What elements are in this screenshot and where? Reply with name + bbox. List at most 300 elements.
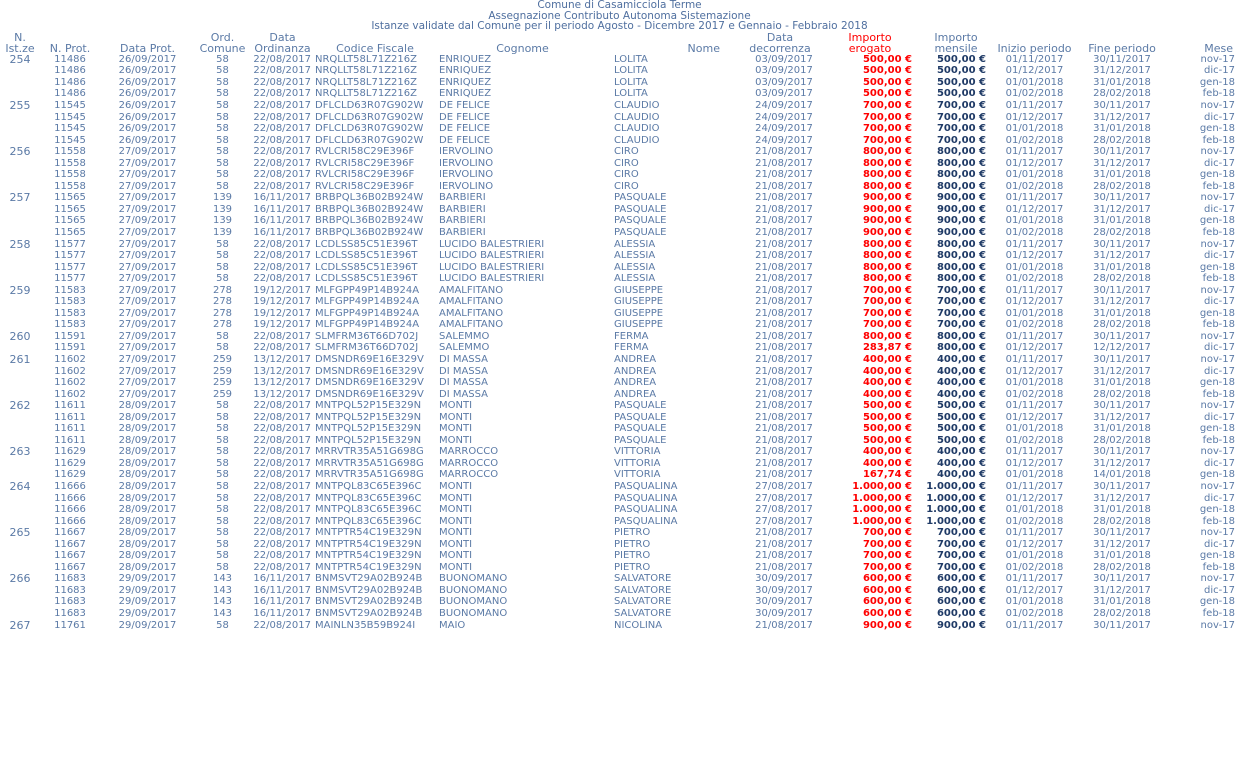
start-date: 30/09/2017 [755, 608, 813, 620]
istanza-number [0, 550, 40, 562]
protocol-date: 29/09/2017 [118, 596, 177, 608]
first-name: PASQUALINA [614, 515, 678, 527]
tax-code: MRRVTR35A51G698G [315, 446, 424, 458]
amount-paid: 900,00 € [862, 215, 912, 227]
amount-paid: 600,00 € [862, 584, 912, 596]
period-end: 30/11/2017 [1093, 400, 1151, 412]
month: dic-17 [1204, 203, 1235, 215]
istanza-number [0, 377, 40, 389]
start-date: 27/08/2017 [755, 504, 813, 516]
tax-code: DMSNDR69E16E329V [315, 377, 424, 389]
protocol-number: 11577 [54, 261, 86, 273]
tax-code: LCDLSS85C51E396T [315, 250, 418, 262]
table-row [0, 100, 1239, 112]
ordinance-date: 22/08/2017 [253, 411, 311, 423]
start-date: 21/08/2017 [755, 469, 813, 481]
amount-paid: 600,00 € [862, 573, 912, 585]
surname: BARBIERI [439, 192, 486, 204]
month: dic-17 [1204, 250, 1235, 262]
protocol-date: 28/09/2017 [118, 411, 177, 423]
surname: IERVOLINO [439, 146, 494, 158]
surname: BARBIERI [439, 215, 486, 227]
period-start: 01/12/2017 [1005, 538, 1064, 550]
period-start: 01/02/2018 [1005, 134, 1064, 146]
protocol-date: 27/09/2017 [118, 261, 177, 273]
monthly-amount: 600,00 € [936, 573, 986, 585]
protocol-number: 11583 [54, 284, 86, 296]
first-name: LOLITA [614, 88, 648, 100]
istanza-number [0, 469, 40, 481]
istanza-number [0, 134, 40, 146]
monthly-amount: 400,00 € [936, 353, 986, 365]
amount-paid: 800,00 € [862, 261, 912, 273]
amount-paid: 400,00 € [862, 457, 912, 469]
table-row [0, 273, 1239, 285]
monthly-amount: 400,00 € [936, 388, 986, 400]
protocol-number: 11629 [54, 457, 86, 469]
istanza-number: 255 [9, 99, 31, 112]
amount-paid: 700,00 € [862, 307, 912, 319]
period-start: 01/11/2017 [1005, 192, 1064, 204]
report-period: Istanze validate dal Comune per il periodo Agosto - Dicembre 2017 e Gennaio - Febbraio 2018 [371, 20, 868, 32]
month: nov-17 [1200, 573, 1235, 585]
table-row [0, 204, 1239, 216]
monthly-amount: 1.000,00 € [926, 504, 986, 516]
surname: DE FELICE [439, 123, 491, 135]
surname: ENRIQUEZ [439, 65, 492, 77]
istanza-number [0, 77, 40, 89]
amount-paid: 900,00 € [862, 226, 912, 238]
surname: MONTI [439, 492, 473, 504]
start-date: 21/08/2017 [755, 353, 813, 365]
period-end: 31/12/2017 [1093, 365, 1151, 377]
period-start: 01/01/2018 [1005, 169, 1064, 181]
ordinance-number: 58 [216, 157, 229, 169]
table-row [0, 284, 1239, 296]
amount-paid: 400,00 € [862, 377, 912, 389]
ordinance-number: 139 [212, 226, 233, 238]
ordinance-number: 58 [216, 619, 229, 631]
first-name: FERMA [614, 330, 649, 342]
protocol-number: 11486 [54, 76, 86, 88]
monthly-amount: 400,00 € [936, 446, 986, 458]
start-date: 21/08/2017 [755, 457, 813, 469]
period-start: 01/11/2017 [1005, 446, 1064, 458]
surname: BARBIERI [439, 203, 486, 215]
ordinance-date: 22/08/2017 [253, 273, 311, 285]
protocol-number: 11558 [54, 157, 86, 169]
header-line-1: Importo [848, 30, 892, 44]
protocol-date: 27/09/2017 [118, 377, 177, 389]
tax-code: MNTPTR54C19E329N [315, 561, 422, 573]
start-date: 21/08/2017 [755, 215, 813, 227]
tax-code: DMSNDR69E16E329V [315, 388, 424, 400]
table-row [0, 469, 1239, 481]
monthly-amount: 900,00 € [936, 192, 986, 204]
ordinance-number: 259 [212, 388, 233, 400]
istanza-number [0, 123, 40, 135]
period-start: 01/01/2018 [1005, 469, 1064, 481]
col-fine-periodo-header [1077, 32, 1167, 54]
surname: AMALFITANO [439, 284, 504, 296]
protocol-number: 11611 [54, 411, 86, 423]
first-name: PASQUALINA [614, 481, 678, 492]
protocol-number: 11667 [54, 550, 86, 562]
month: gen-18 [1199, 169, 1235, 181]
amount-paid: 800,00 € [862, 238, 912, 250]
protocol-date: 27/09/2017 [118, 215, 177, 227]
period-end: 30/11/2017 [1093, 446, 1151, 458]
col-mese-header [1167, 32, 1239, 54]
protocol-date: 27/09/2017 [118, 319, 177, 331]
month: dic-17 [1204, 492, 1235, 504]
surname: MONTI [439, 561, 473, 573]
monthly-amount: 800,00 € [936, 330, 986, 342]
surname: ENRIQUEZ [439, 53, 492, 65]
start-date: 24/09/2017 [755, 111, 813, 123]
period-end: 28/02/2018 [1093, 388, 1151, 400]
protocol-date: 26/09/2017 [118, 123, 177, 135]
month: nov-17 [1200, 238, 1235, 250]
table-row [0, 77, 1239, 89]
protocol-number: 11611 [54, 423, 86, 435]
protocol-number: 11486 [54, 65, 86, 77]
monthly-amount: 500,00 € [936, 411, 986, 423]
period-start: 01/12/2017 [1005, 342, 1064, 354]
tax-code: BNMSVT29A02B924B [315, 608, 423, 620]
ordinance-number: 58 [216, 238, 229, 250]
istanza-number [0, 261, 40, 273]
amount-paid: 1.000,00 € [852, 515, 912, 527]
amount-paid: 400,00 € [862, 388, 912, 400]
istanza-number [0, 227, 40, 239]
tax-code: NRQLLT58L71Z216Z [315, 76, 417, 88]
period-start: 01/02/2018 [1005, 319, 1064, 331]
table-row [0, 134, 1239, 146]
protocol-number: 11545 [54, 99, 86, 111]
period-end: 28/02/2018 [1093, 134, 1151, 146]
ordinance-date: 22/08/2017 [253, 99, 311, 111]
header-line-1: Data [269, 30, 296, 44]
period-start: 01/02/2018 [1005, 515, 1064, 527]
header-line-1: Codice Fiscale [336, 41, 414, 55]
ordinance-date: 19/12/2017 [253, 307, 311, 319]
table-row [0, 192, 1239, 204]
month: feb-18 [1202, 434, 1235, 446]
amount-paid: 700,00 € [862, 319, 912, 331]
protocol-date: 27/09/2017 [118, 226, 177, 238]
protocol-date: 28/09/2017 [118, 527, 177, 539]
table-row [0, 354, 1239, 366]
amount-paid: 800,00 € [862, 180, 912, 192]
surname: DE FELICE [439, 111, 491, 123]
first-name: PASQUALE [614, 411, 667, 423]
surname: DI MASSA [439, 377, 489, 389]
surname: MARROCCO [439, 446, 499, 458]
ordinance-number: 58 [216, 123, 229, 135]
protocol-date: 29/09/2017 [118, 608, 177, 620]
start-date: 21/08/2017 [755, 319, 813, 331]
ordinance-date: 19/12/2017 [253, 319, 311, 331]
first-name: CLAUDIO [614, 123, 660, 135]
surname: DI MASSA [439, 388, 489, 400]
surname: MONTI [439, 504, 473, 516]
tax-code: BRBPQL36B02B924W [315, 226, 424, 238]
start-date: 21/08/2017 [755, 434, 813, 446]
protocol-number: 11683 [54, 608, 86, 620]
protocol-number: 11611 [54, 400, 86, 412]
header-line-2: Ordinanza [254, 41, 311, 55]
period-start: 01/12/2017 [1005, 65, 1064, 77]
amount-paid: 167,74 € [862, 469, 912, 481]
period-end: 30/11/2017 [1093, 192, 1151, 204]
protocol-date: 26/09/2017 [118, 53, 177, 65]
ordinance-number: 58 [216, 504, 229, 516]
month: dic-17 [1204, 296, 1235, 308]
first-name: GIUSEPPE [614, 284, 664, 296]
period-start: 01/11/2017 [1005, 53, 1064, 65]
ordinance-number: 278 [212, 307, 233, 319]
first-name: VITTORIA [614, 457, 661, 469]
municipality-title: Comune di Casamicciola Terme [537, 0, 702, 11]
protocol-number: 11486 [54, 88, 86, 100]
amount-paid: 700,00 € [862, 296, 912, 308]
ordinance-number: 143 [212, 608, 233, 620]
table-row [0, 619, 1239, 631]
start-date: 21/08/2017 [755, 377, 813, 389]
month: nov-17 [1200, 619, 1235, 631]
ordinance-number: 58 [216, 134, 229, 146]
ordinance-date: 22/08/2017 [253, 550, 311, 562]
protocol-date: 27/09/2017 [118, 192, 177, 204]
period-end: 30/11/2017 [1093, 238, 1151, 250]
surname: IERVOLINO [439, 157, 494, 169]
month: gen-18 [1199, 596, 1235, 608]
col-num-istanze-header [0, 32, 40, 54]
protocol-date: 27/09/2017 [118, 330, 177, 342]
protocol-number: 11558 [54, 146, 86, 158]
istanza-number: 259 [9, 284, 31, 296]
protocol-date: 26/09/2017 [118, 65, 177, 77]
start-date: 21/08/2017 [755, 342, 813, 354]
col-data-prot-header [100, 32, 195, 54]
surname: BUONOMANO [439, 584, 508, 596]
ordinance-date: 22/08/2017 [253, 157, 311, 169]
header-row [0, 32, 1239, 54]
istanza-number: 258 [9, 238, 31, 250]
table-header [0, 32, 1239, 54]
period-end: 31/01/2018 [1093, 169, 1151, 181]
col-ord-comune-header [195, 32, 250, 54]
period-end: 12/12/2017 [1093, 342, 1151, 354]
protocol-date: 28/09/2017 [118, 538, 177, 550]
protocol-date: 28/09/2017 [118, 457, 177, 469]
istanza-number [0, 365, 40, 377]
start-date: 27/08/2017 [755, 515, 813, 527]
monthly-amount: 400,00 € [936, 377, 986, 389]
tax-code: LCDLSS85C51E396T [315, 273, 418, 285]
ordinance-date: 22/08/2017 [253, 76, 311, 88]
first-name: SALVATORE [614, 596, 672, 608]
month: nov-17 [1200, 284, 1235, 296]
month: dic-17 [1204, 65, 1235, 77]
table-row [0, 562, 1239, 574]
ordinance-number: 58 [216, 261, 229, 273]
protocol-date: 28/09/2017 [118, 561, 177, 573]
table-row [0, 261, 1239, 273]
tax-code: LCDLSS85C51E396T [315, 261, 418, 273]
monthly-amount: 1.000,00 € [926, 492, 986, 504]
protocol-date: 27/09/2017 [118, 342, 177, 354]
protocol-date: 27/09/2017 [118, 169, 177, 181]
header-line-1: Data Prot. [119, 41, 176, 55]
month: gen-18 [1199, 377, 1235, 389]
first-name: PIETRO [614, 561, 651, 573]
tax-code: LCDLSS85C51E396T [315, 238, 418, 250]
surname: MONTI [439, 411, 473, 423]
tax-code: NRQLLT58L71Z216Z [315, 53, 417, 65]
tax-code: MAINLN35B59B924I [315, 619, 416, 631]
ordinance-number: 58 [216, 180, 229, 192]
amount-paid: 700,00 € [862, 550, 912, 562]
ordinance-date: 22/08/2017 [253, 434, 311, 446]
amount-paid: 400,00 € [862, 446, 912, 458]
ordinance-number: 278 [212, 284, 233, 296]
period-end: 31/01/2018 [1093, 307, 1151, 319]
month: feb-18 [1202, 134, 1235, 146]
amount-paid: 900,00 € [862, 619, 912, 631]
period-end: 30/11/2017 [1093, 53, 1151, 65]
start-date: 21/08/2017 [755, 423, 813, 435]
ordinance-number: 58 [216, 169, 229, 181]
month: feb-18 [1202, 226, 1235, 238]
protocol-number: 11583 [54, 307, 86, 319]
period-start: 01/01/2018 [1005, 550, 1064, 562]
col-data-decorrenza-header [740, 32, 820, 54]
start-date: 21/08/2017 [755, 527, 813, 539]
tax-code: MLFGPP49P14B924A [315, 296, 420, 308]
start-date: 21/08/2017 [755, 411, 813, 423]
ordinance-number: 139 [212, 203, 233, 215]
first-name: SALVATORE [614, 584, 672, 596]
first-name: PASQUALE [614, 215, 667, 227]
table-row [0, 411, 1239, 423]
month: nov-17 [1200, 53, 1235, 65]
protocol-date: 28/09/2017 [118, 469, 177, 481]
period-end: 31/12/2017 [1093, 203, 1151, 215]
surname: SALEMMO [439, 342, 490, 354]
surname: DE FELICE [439, 134, 491, 146]
protocol-number: 11666 [54, 515, 86, 527]
start-date: 24/09/2017 [755, 134, 813, 146]
month: gen-18 [1199, 469, 1235, 481]
protocol-date: 28/09/2017 [118, 446, 177, 458]
protocol-number: 11629 [54, 469, 86, 481]
header-line-1: Fine periodo [1088, 41, 1156, 55]
period-start: 01/02/2018 [1005, 561, 1064, 573]
istanza-number: 260 [9, 330, 31, 343]
ordinance-date: 13/12/2017 [253, 365, 311, 377]
period-end: 31/01/2018 [1093, 596, 1151, 608]
period-start: 01/11/2017 [1005, 573, 1064, 585]
start-date: 24/09/2017 [755, 99, 813, 111]
first-name: PASQUALE [614, 192, 667, 204]
period-start: 01/01/2018 [1005, 215, 1064, 227]
istanza-number [0, 596, 40, 608]
protocol-number: 11667 [54, 561, 86, 573]
amount-paid: 400,00 € [862, 365, 912, 377]
period-end: 30/11/2017 [1093, 99, 1151, 111]
start-date: 27/08/2017 [755, 492, 813, 504]
start-date: 21/08/2017 [755, 446, 813, 458]
tax-code: MLFGPP49P14B924A [315, 284, 420, 296]
amount-paid: 600,00 € [862, 608, 912, 620]
period-start: 01/11/2017 [1005, 400, 1064, 412]
amount-paid: 900,00 € [862, 192, 912, 204]
protocol-number: 11577 [54, 273, 86, 285]
start-date: 21/08/2017 [755, 192, 813, 204]
first-name: CLAUDIO [614, 134, 660, 146]
month: nov-17 [1200, 481, 1235, 492]
header-line-1: Cognome [496, 41, 549, 55]
period-start: 01/02/2018 [1005, 180, 1064, 192]
ordinance-date: 13/12/2017 [253, 388, 311, 400]
istanza-number [0, 388, 40, 400]
period-start: 01/11/2017 [1005, 238, 1064, 250]
period-start: 01/12/2017 [1005, 157, 1064, 169]
col-inizio-periodo-header [992, 32, 1077, 54]
amount-paid: 900,00 € [862, 203, 912, 215]
period-start: 01/12/2017 [1005, 584, 1064, 596]
istanza-number [0, 538, 40, 550]
amount-paid: 700,00 € [862, 99, 912, 111]
protocol-number: 11558 [54, 169, 86, 181]
ordinance-number: 58 [216, 99, 229, 111]
surname: BUONOMANO [439, 573, 508, 585]
amount-paid: 600,00 € [862, 596, 912, 608]
protocol-number: 11666 [54, 481, 86, 492]
protocol-date: 28/09/2017 [118, 400, 177, 412]
first-name: ANDREA [614, 353, 657, 365]
month: gen-18 [1199, 215, 1235, 227]
monthly-amount: 700,00 € [936, 123, 986, 135]
tax-code: MRRVTR35A51G698G [315, 469, 424, 481]
period-end: 30/11/2017 [1093, 573, 1151, 585]
first-name: ANDREA [614, 365, 657, 377]
period-end: 28/02/2018 [1093, 319, 1151, 331]
table-row [0, 319, 1239, 331]
amount-paid: 500,00 € [862, 88, 912, 100]
ordinance-number: 58 [216, 446, 229, 458]
table-row [0, 157, 1239, 169]
protocol-number: 11545 [54, 111, 86, 123]
monthly-amount: 700,00 € [936, 527, 986, 539]
ordinance-date: 22/08/2017 [253, 169, 311, 181]
month: dic-17 [1204, 584, 1235, 596]
period-start: 01/01/2018 [1005, 423, 1064, 435]
period-start: 01/01/2018 [1005, 307, 1064, 319]
protocol-number: 11565 [54, 192, 86, 204]
month: dic-17 [1204, 342, 1235, 354]
surname: MONTI [439, 434, 473, 446]
start-date: 21/08/2017 [755, 330, 813, 342]
ordinance-number: 58 [216, 457, 229, 469]
report-subtitle: Assegnazione Contributo Autonoma Sistemazione [488, 9, 751, 22]
monthly-amount: 700,00 € [936, 319, 986, 331]
ordinance-date: 16/11/2017 [253, 203, 311, 215]
period-start: 01/12/2017 [1005, 365, 1064, 377]
surname: MONTI [439, 515, 473, 527]
